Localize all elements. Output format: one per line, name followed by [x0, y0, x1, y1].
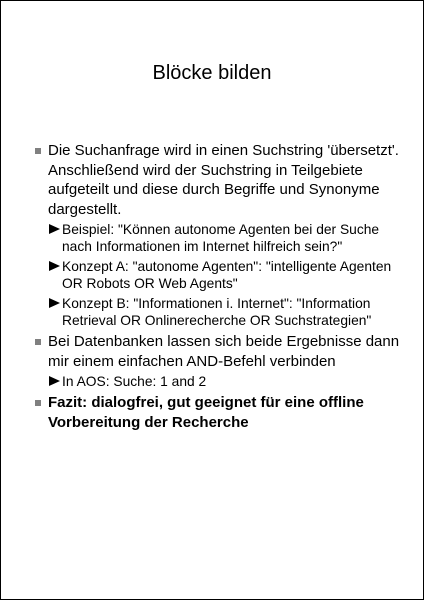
bullet-item [1, 141, 423, 219]
bullet-text: Bei Datenbanken lassen sich beide Ergebnisse dann mir einem einfachen AND-Befehl verbinden [48, 333, 400, 370]
triangle-bullet-icon [49, 261, 60, 271]
sub-bullet-text: Konzept A: "autonome Agenten": "intelligente Agenten OR Robots OR Web Agents" [62, 259, 392, 291]
square-bullet-icon [35, 339, 41, 345]
square-bullet-icon [35, 148, 41, 154]
sub-bullet-text: In AOS: Suche: 1 and 2 [62, 374, 207, 389]
sub-bullet-item [1, 258, 423, 292]
slide-title: Blöcke bilden [152, 62, 272, 84]
sub-bullet-item [1, 295, 423, 329]
sub-bullet-text: Beispiel: "Können autonome Agenten bei der Suche nach Informationen im Internet hilfreich sein?" [62, 222, 380, 254]
slide-body [1, 141, 423, 434]
triangle-bullet-icon [49, 376, 60, 386]
sub-bullet-text: Konzept B: "Informationen i. Internet": "Information Retrieval OR Onlinerecherche OR Suchstrategien" [62, 296, 372, 328]
triangle-bullet-icon [49, 224, 60, 234]
square-bullet-icon [35, 400, 41, 406]
conclusion-bullet-item [1, 393, 423, 432]
sub-bullet-item [1, 373, 423, 390]
sub-bullet-item [1, 221, 423, 255]
bullet-item [1, 332, 423, 371]
conclusion-text: Fazit: dialogfrei, gut geeignet für eine offline Vorbereitung der Recherche [48, 394, 364, 431]
bullet-text: Die Suchanfrage wird in einen Suchstring 'übersetzt'. Anschließend wird der Suchstring in Teilgebiete aufgeteilt und diese durch Begriffe und Synonyme dargestellt. [48, 142, 399, 218]
triangle-bullet-icon [49, 298, 60, 308]
